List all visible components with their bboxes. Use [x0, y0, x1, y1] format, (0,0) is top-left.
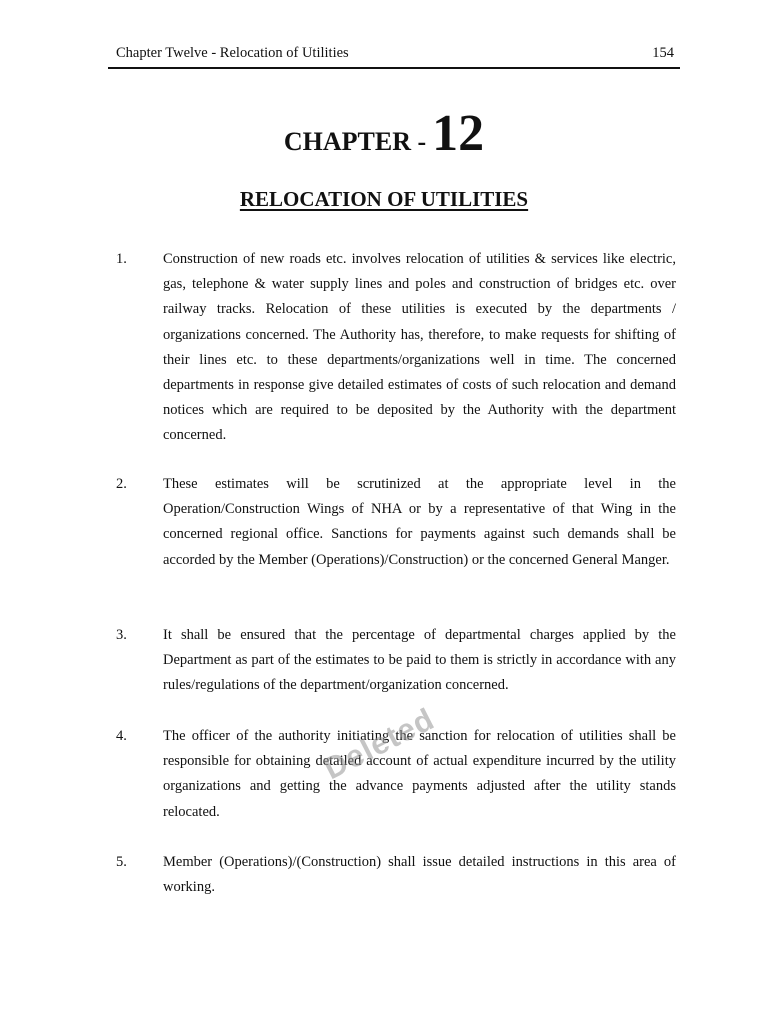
paragraph-number: 2.	[116, 476, 127, 492]
running-header	[116, 43, 680, 65]
paragraph-text: The officer of the authority initiating the sanction for relocation of utilities shall be responsible for obtaining detailed account of actual expenditure incurred by the utility organizations and getting the advance payments adjusted after the utility stands relocated.	[163, 728, 676, 820]
paragraph-number: 5.	[116, 854, 127, 870]
paragraph-number: 4.	[116, 728, 127, 744]
page-number: 154	[652, 45, 674, 61]
paragraph-text: Construction of new roads etc. involves relocation of utilities & services like electric, gas, telephone & water supply lines and poles and construction of bridges etc. over railway tracks. Relocation of these utilities is executed by the departments / organizations concerned. The Authority has, therefore, to make requests for shifting of their lines etc. to these departments/organizations well in time. The concerned departments in response give detailed estimates of costs of such relocation and demand notices which are required to be deposited by the Authority with the department concerned.	[163, 251, 676, 444]
paragraph-text: It shall be ensured that the percentage of departmental charges applied by the Department as part of the estimates to be paid to them is strictly in accordance with any rules/regulations of the department/organization concerned.	[163, 627, 676, 694]
chapter-label: CHAPTER -	[283, 127, 427, 156]
header-rule	[108, 67, 680, 69]
running-title: Chapter Twelve - Relocation of Utilities	[116, 45, 349, 61]
paragraph-text: These estimates will be scrutinized at the appropriate level in the Operation/Construction Wings of NHA or by a representative of that Wing in the concerned regional office. Sanctions for payments against such demands shall be accorded by the Member (Operations)/Construction) or the concerned General Manger.	[163, 476, 676, 568]
paragraph-number: 3.	[116, 627, 127, 643]
paragraph-number: 1.	[116, 251, 127, 267]
chapter-heading	[0, 104, 768, 163]
paragraph-text: Member (Operations)/(Construction) shall issue detailed instructions in this area of working.	[163, 854, 676, 896]
deleted-stamp: Deleted	[318, 700, 440, 787]
chapter-title: RELOCATION OF UTILITIES	[239, 187, 529, 211]
chapter-number: 12	[432, 105, 485, 162]
